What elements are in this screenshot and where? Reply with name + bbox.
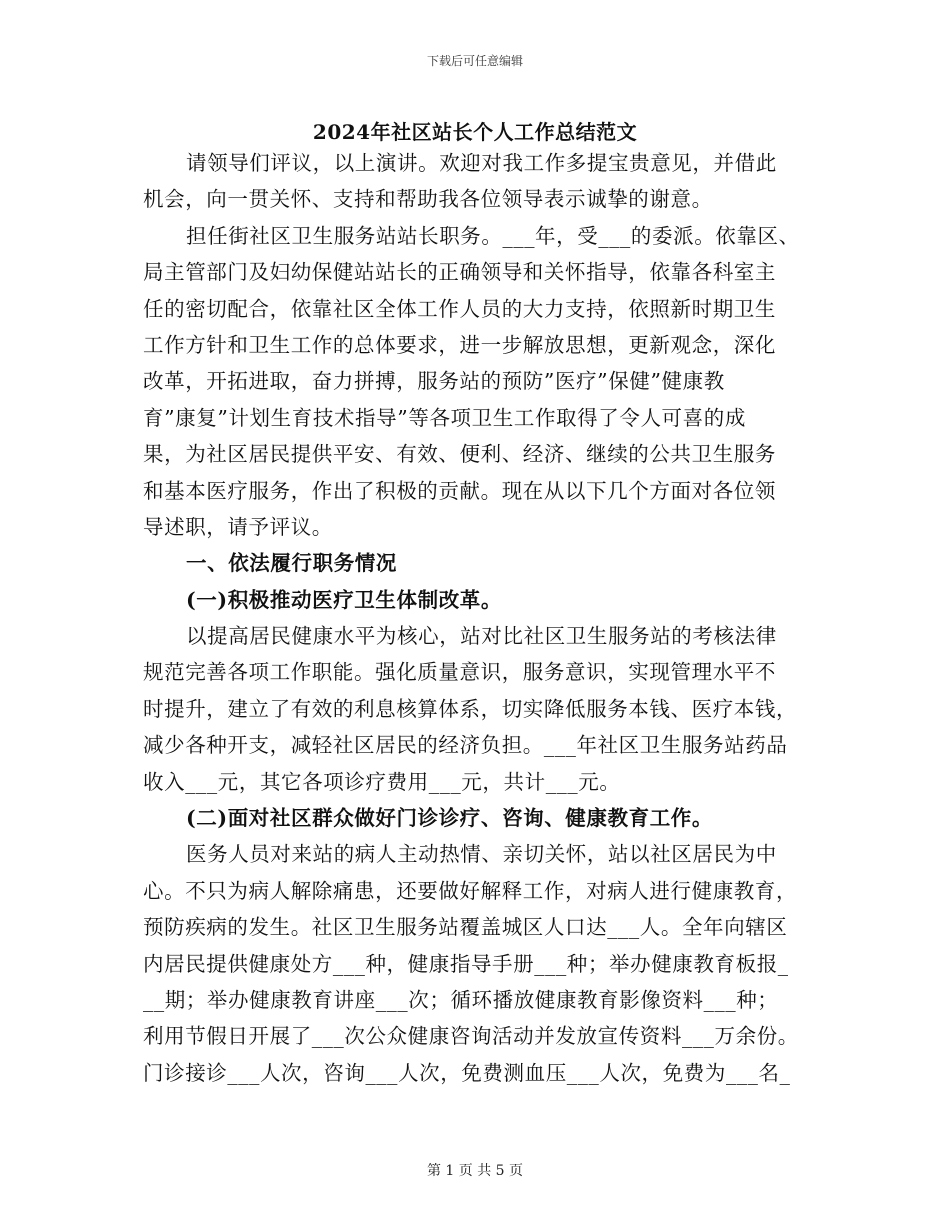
paragraph-line: 请领导们评议，以上演讲。欢迎对我工作多提宝贵意见，并借此: [186, 151, 777, 175]
paragraph-line: 机会，向一贯关怀、支持和帮助我各位领导表示诚挚的谢意。: [143, 187, 713, 212]
paragraph-line: 收入___元，其它各项诊疗费用___元，共计___元。: [143, 769, 621, 794]
paragraph-line: 改革，开拓进取，奋力拼搏，服务站的预防”医疗”保健”健康教: [143, 369, 725, 394]
paragraph-line: __期；举办健康教育讲座___次；循环播放健康教育影像资料___种；: [143, 987, 779, 1012]
paragraph-line: 门诊接诊___人次，咨询___人次，免费测血压___人次，免费为___名_: [143, 1060, 791, 1085]
paragraph-line: 局主管部门及妇幼保健站站长的正确领导和关怀指导，依靠各科室主: [143, 260, 776, 285]
paragraph-line: 导述职，请予评议。: [143, 514, 333, 539]
paragraph-line: 规范完善各项工作职能。强化质量意识，服务意识，实现管理水平不: [143, 660, 776, 685]
paragraph-line: 预防疾病的发生。社区卫生服务站覆盖城区人口达___人。全年向辖区: [143, 915, 788, 940]
paragraph-line: 育”康复”计划生育技术指导”等各项卫生工作取得了令人可喜的成: [143, 405, 746, 430]
paragraph-line: 内居民提供健康处方___种，健康指导手册___种；举办健康教育板报_: [143, 951, 789, 976]
paragraph-line: 心。不只为病人解除痛患，还要做好解释工作，对病人进行健康教育，: [143, 878, 798, 903]
paragraph-line: 利用节假日开展了___次公众健康咨询活动并发放宣传资料___万余份。: [143, 1024, 799, 1049]
paragraph-line: 果，为社区居民提供平安、有效、便利、经济、继续的公共卫生服务: [143, 442, 776, 467]
page-header: 下载后可任意编辑: [426, 54, 523, 68]
paragraph-line: 时提升，建立了有效的利息核算体系，切实降低服务本钱、医疗本钱，: [143, 696, 798, 721]
paragraph-line: 和基本医疗服务，作出了积极的贡献。现在从以下几个方面对各位领: [143, 478, 776, 503]
document-body: [143, 145, 807, 1091]
paragraph-line: 工作方针和卫生工作的总体要求，进一步解放思想，更新观念，深化: [143, 332, 776, 357]
section-heading-line: (一)积极推动医疗卫生体制改革。: [186, 587, 502, 612]
paragraph-line: 减少各种开支，减轻社区居民的经济负担。___年社区卫生服务站药品: [143, 733, 788, 758]
paragraph-line: 担任街社区卫生服务站站长职务。___年，受___的委派。依靠区、: [186, 223, 800, 248]
section-heading-line: (二)面对社区群众做好门诊诊疗、咨询、健康教育工作。: [186, 806, 713, 831]
paragraph-line: 医务人员对来站的病人主动热情、亲切关怀，站以社区居民为中: [186, 842, 777, 867]
paragraph-line: 以提高居民健康水平为核心，站对比社区卫生服务站的考核法律: [186, 624, 777, 649]
document-title: 2024年社区站长个人工作总结范文: [312, 120, 638, 144]
section-heading-line: 一、依法履行职务情况: [186, 551, 397, 576]
paragraph-line: 任的密切配合，依靠社区全体工作人员的大力支持，依照新时期卫生: [143, 296, 776, 321]
page-footer: 第 1 页 共 5 页: [426, 1163, 524, 1179]
